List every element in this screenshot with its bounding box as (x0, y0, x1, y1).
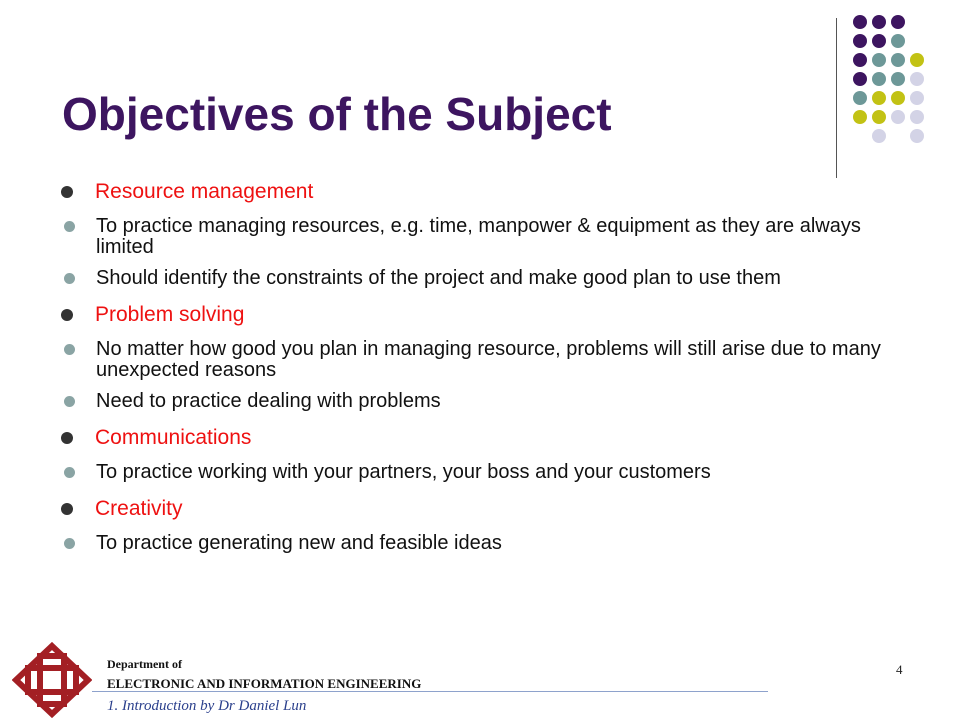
decorative-dot (872, 72, 886, 86)
section-heading-text: Creativity (95, 497, 183, 520)
decorative-dot (910, 53, 924, 67)
decorative-dot (872, 53, 886, 67)
decorative-dot (872, 15, 886, 29)
sub-bullet-text: No matter how good you plan in managing resource, problems will still arise due to many unexpected reasons (96, 338, 881, 381)
sub-bullet-item (60, 391, 910, 412)
sub-bullet-icon (64, 467, 75, 478)
decorative-dot (872, 91, 886, 105)
decorative-dot (891, 91, 905, 105)
decorative-dot (910, 110, 924, 124)
decorative-dot (891, 53, 905, 67)
bullet-icon (61, 186, 73, 198)
section-heading-text: Problem solving (95, 303, 245, 326)
sub-bullet-text: Should identify the constraints of the project and make good plan to use them (96, 267, 781, 289)
decorative-dot (853, 15, 867, 29)
section-heading (60, 497, 910, 521)
decorative-dot (891, 15, 905, 29)
bullet-list (60, 180, 910, 554)
decorative-dot (891, 72, 905, 86)
section-heading-text: Resource management (95, 180, 314, 203)
university-logo-icon (12, 642, 92, 718)
decorative-dot (853, 110, 867, 124)
sub-bullet-text: To practice managing resources, e.g. time, manpower & equipment as they are always limited (96, 215, 861, 258)
page-number: 4 (896, 662, 903, 677)
decorative-dot (910, 72, 924, 86)
decorative-dot (853, 34, 867, 48)
slide-title: Objectives of the Subject (62, 88, 612, 140)
sub-bullet-icon (64, 344, 75, 355)
bullet-icon (61, 503, 73, 515)
department-name: ELECTRONIC AND INFORMATION ENGINEERING (107, 676, 422, 691)
section-heading-text: Communications (95, 426, 252, 449)
decorative-dot (853, 91, 867, 105)
sub-bullet-text: Need to practice dealing with problems (96, 390, 441, 412)
sub-bullet-text: To practice generating new and feasible ideas (96, 532, 502, 554)
sub-bullet-item (60, 339, 910, 381)
sub-bullet-icon (64, 396, 75, 407)
section-heading (60, 180, 910, 204)
decorative-dot (891, 34, 905, 48)
bullet-icon (61, 309, 73, 321)
footer-divider (92, 691, 768, 692)
decorative-dot (853, 53, 867, 67)
decorative-dot (872, 129, 886, 143)
section-heading (60, 426, 910, 450)
sub-bullet-icon (64, 273, 75, 284)
sub-bullet-item (60, 462, 910, 483)
decorative-dot (910, 91, 924, 105)
decorative-dot (872, 34, 886, 48)
bullet-icon (61, 432, 73, 444)
department-label: Department of (107, 657, 182, 671)
divider-line (836, 18, 837, 178)
footer-caption: 1. Introduction by Dr Daniel Lun (107, 698, 307, 714)
section-heading (60, 303, 910, 327)
sub-bullet-text: To practice working with your partners, your boss and your customers (96, 461, 711, 483)
sub-bullet-icon (64, 221, 75, 232)
sub-bullet-icon (64, 538, 75, 549)
decorative-dot (872, 110, 886, 124)
sub-bullet-item (60, 216, 910, 258)
decorative-dot (891, 110, 905, 124)
decorative-dot (910, 129, 924, 143)
decorative-dot (853, 72, 867, 86)
sub-bullet-item (60, 533, 910, 554)
sub-bullet-item (60, 268, 910, 289)
